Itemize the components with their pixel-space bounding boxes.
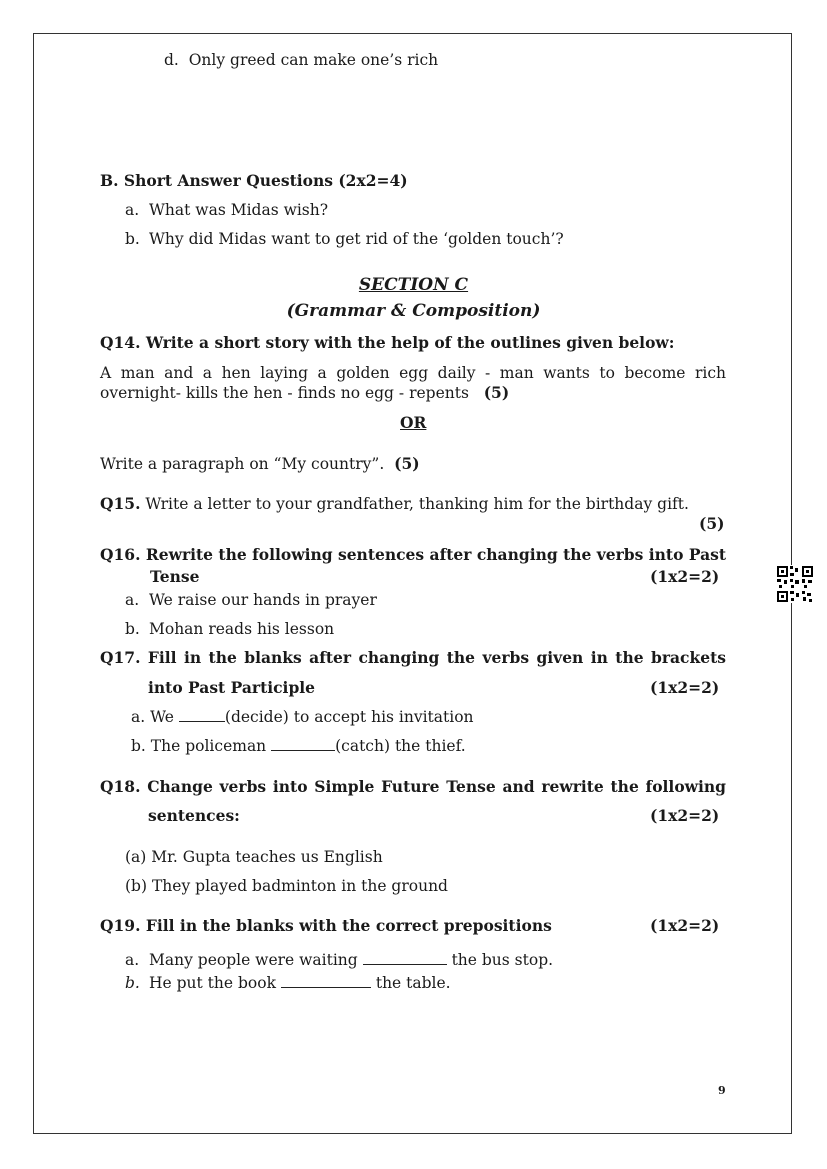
q14-alternative: Write a paragraph on “My country”. (5) <box>100 454 420 473</box>
q14-outline-line2: overnight- kills the hen - finds no egg - repents (5) <box>100 383 510 402</box>
q19-heading: Q19. Fill in the blanks with the correct prepositions <box>100 916 552 935</box>
option-d: d. Only greed can make one’s rich <box>164 51 439 69</box>
q16-item-b: b. Mohan reads his lesson <box>125 620 335 638</box>
q18-heading-cont: sentences: <box>148 806 240 825</box>
q18-heading: Q18. Change verbs into Simple Future Tense and rewrite the following <box>100 777 726 796</box>
q17-item-a: a. We (decide) to accept his invitation <box>131 708 474 726</box>
q19-marks: (1x2=2) <box>650 916 720 935</box>
page-number: 9 <box>718 1084 726 1097</box>
section-c-subtitle: (Grammar & Composition) <box>286 301 541 321</box>
short-answer-a: a. What was Midas wish? <box>125 201 329 219</box>
q15-marks: (5) <box>699 514 725 533</box>
q19-item-a: a. Many people were waiting the bus stop. <box>125 951 554 969</box>
q15-question: Q15. Write a letter to your grandfather, thanking him for the birthday gift. <box>100 494 689 513</box>
q18-item-a: (a) Mr. Gupta teaches us English <box>125 848 383 866</box>
answer-blank <box>281 974 371 988</box>
section-c-title: SECTION C <box>358 275 469 295</box>
q16-marks: (1x2=2) <box>650 567 720 586</box>
answer-blank <box>363 951 447 965</box>
short-answer-b: b. Why did Midas want to get rid of the ‘golden touch’? <box>125 230 564 248</box>
answer-blank <box>271 737 335 751</box>
q18-item-b: (b) They played badminton in the ground <box>125 877 448 895</box>
q14-outline-line1: A man and a hen laying a golden egg daily - man wants to become rich <box>100 364 726 382</box>
q16-item-a: a. We raise our hands in prayer <box>125 591 377 609</box>
q17-item-b: b. The policeman (catch) the thief. <box>131 737 466 755</box>
q17-marks: (1x2=2) <box>650 678 720 697</box>
q16-heading-cont: Tense <box>150 567 200 586</box>
q18-marks: (1x2=2) <box>650 806 720 825</box>
q17-heading-cont: into Past Participle <box>148 678 316 697</box>
answer-blank <box>179 708 225 722</box>
short-answer-heading: B. Short Answer Questions (2x2=4) <box>100 171 408 190</box>
qr-code-icon <box>776 565 814 603</box>
q14-or: OR <box>400 413 427 432</box>
q14-heading: Q14. Write a short story with the help of the outlines given below: <box>100 333 675 352</box>
q19-item-b: b. He put the book the table. <box>125 974 451 992</box>
q17-heading: Q17. Fill in the blanks after changing the verbs given in the brackets <box>100 648 726 667</box>
q16-heading: Q16. Rewrite the following sentences after changing the verbs into Past <box>100 545 726 564</box>
